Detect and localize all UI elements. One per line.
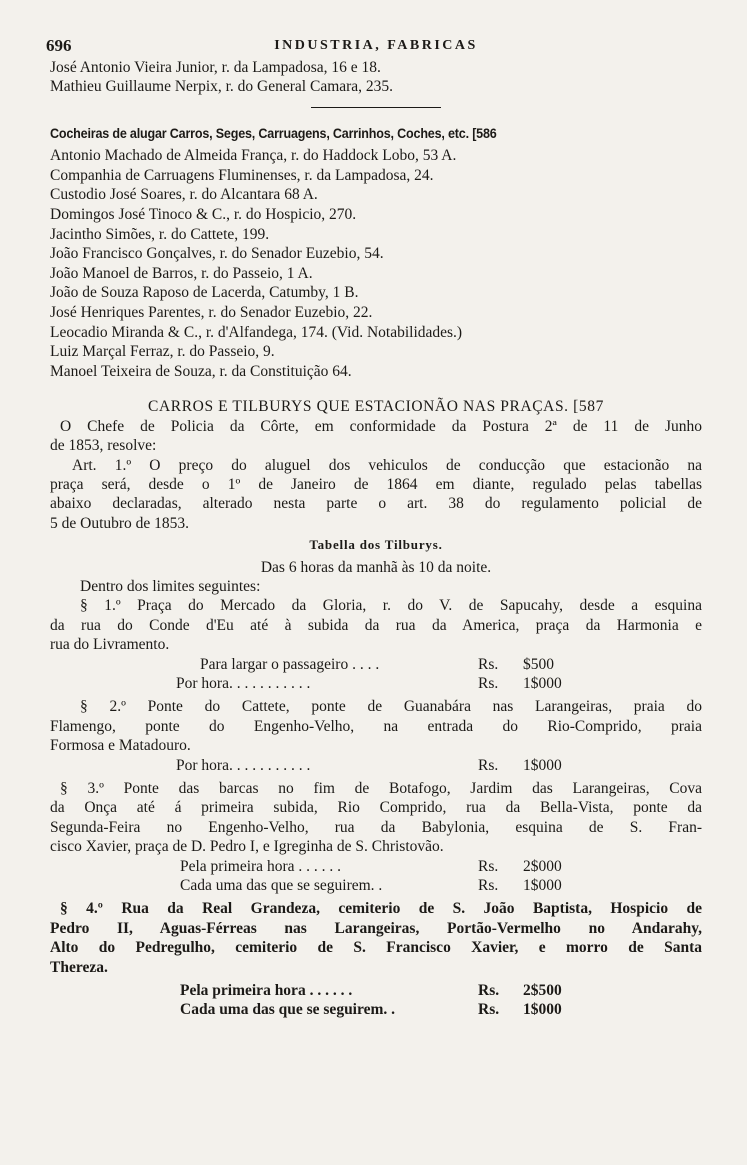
price-label: Por hora. . . . . . . . . . . xyxy=(176,675,311,693)
paragraph-line: § 3.º Ponte das barcas no fim de Botafogo, Jardim das Larangeiras, Cova xyxy=(60,780,702,798)
paragraph-line: § 1.º Praça do Mercado da Gloria, r. do V. de Sapucahy, desde a esquina xyxy=(80,597,702,615)
price-row xyxy=(50,756,702,775)
paragraph-line: abaixo declaradas, alterado nesta parte o art. 38 do regulamento policial de xyxy=(50,495,702,513)
hours-note: Das 6 horas da manhã às 10 da noite. xyxy=(260,558,492,576)
paragraph-line: Pedro II, Aguas-Férreas nas Larangeiras, Portão-Vermelho no Andarahy, xyxy=(50,919,702,937)
list-item: João Manoel de Barros, r. do Passeio, 1 A. xyxy=(50,264,313,282)
list-item: Custodio José Soares, r. do Alcantara 68 A. xyxy=(50,186,318,204)
price-currency: Rs. xyxy=(478,982,500,1000)
paragraph-line: O Chefe de Policia da Côrte, em conformidade da Postura 2ª de 11 de Junho xyxy=(60,417,702,435)
price-amount: 2$500 xyxy=(523,982,562,1000)
paragraph-line: da Onça até á primeira subida, Rio Comprido, rua da Bella-Vista, ponte da xyxy=(50,799,702,817)
table-title: Tabella dos Tilburys. xyxy=(309,537,443,553)
price-label: Pela primeira hora . . . . . . xyxy=(180,857,341,875)
paragraph-line: da rua do Conde d'Eu até à subida da rua da America, praça da Harmonia e xyxy=(50,616,702,634)
paragraph-line: 5 de Outubro de 1853. xyxy=(50,514,190,532)
price-currency: Rs. xyxy=(478,857,499,875)
price-amount: 1$000 xyxy=(523,675,562,693)
paragraph-line: Formosa e Matadouro. xyxy=(50,737,191,755)
price-currency: Rs. xyxy=(478,655,499,673)
price-label: Cada uma das que se seguirem. . xyxy=(180,1001,396,1019)
limits-intro: Dentro dos limites seguintes: xyxy=(80,578,261,595)
price-row xyxy=(50,981,702,1000)
list-item: Domingos José Tinoco & C., r. do Hospicio, 270. xyxy=(50,206,357,223)
paragraph-line: cisco Xavier, praça de D. Pedro I, e Igreginha de S. Christovão. xyxy=(50,838,444,856)
continued-entry: Mathieu Guillaume Nerpix, r. do General Camara, 235. xyxy=(50,78,394,96)
price-currency: Rs. xyxy=(478,1001,500,1019)
paragraph-line: Art. 1.º O preço do aluguel dos vehiculos de conducção que estacionão na xyxy=(72,456,702,474)
price-currency: Rs. xyxy=(478,877,499,895)
list-item: Manoel Teixeira de Souza, r. da Constituição 64. xyxy=(50,362,352,380)
tariff-paragraph-4 xyxy=(50,899,702,977)
list-item: Antonio Machado de Almeida França, r. do Haddock Lobo, 53 A. xyxy=(50,147,457,165)
tariff-paragraph-3 xyxy=(50,779,702,857)
price-label: Pela primeira hora . . . . . . xyxy=(180,982,353,1000)
tariff-paragraph-2 xyxy=(50,697,702,755)
price-amount: 2$000 xyxy=(523,857,562,875)
list-item: Companhia de Carruagens Fluminenses, r. da Lampadosa, 24. xyxy=(50,166,434,184)
continued-entry: José Antonio Vieira Junior, r. da Lampadosa, 16 e 18. xyxy=(50,59,381,76)
paragraph-line: de 1853, resolve: xyxy=(50,437,157,455)
intro-paragraph xyxy=(50,417,702,456)
price-row xyxy=(50,1000,702,1019)
business-list xyxy=(50,146,702,381)
paragraph-line: rua do Livramento. xyxy=(50,636,170,654)
running-title: INDUSTRIA, FABRICAS xyxy=(274,38,478,53)
price-row xyxy=(50,857,702,876)
paragraph-line: Thereza. xyxy=(50,958,108,976)
price-row xyxy=(50,655,702,674)
price-row xyxy=(50,674,702,693)
list-item: José Henriques Parentes, r. do Senador Euzebio, 22. xyxy=(50,303,373,321)
paragraph-line: Alto do Pedregulho, cemiterio de S. Francisco Xavier, e morro de Santa xyxy=(50,939,702,957)
list-item: Luiz Marçal Ferraz, r. do Passeio, 9. xyxy=(50,343,275,361)
price-label: Por hora. . . . . . . . . . . xyxy=(176,756,311,774)
running-head xyxy=(46,36,702,58)
price-row xyxy=(50,876,702,895)
price-label: Para largar o passageiro . . . . xyxy=(200,655,380,673)
section-divider xyxy=(311,107,441,108)
list-item: Jacintho Simões, r. do Cattete, 199. xyxy=(50,225,270,243)
section-heading-586: Cocheiras de alugar Carros, Seges, Carruagens, Carrinhos, Coches, etc. [586 xyxy=(50,125,497,141)
paragraph-line: § 2.º Ponte do Cattete, ponte de Guanabára nas Larangeiras, praia do xyxy=(80,698,702,716)
page-number: 696 xyxy=(46,36,72,55)
price-amount: 1$000 xyxy=(523,756,562,774)
price-label: Cada uma das que se seguirem. . xyxy=(180,877,383,895)
list-item: Leocadio Miranda & C., r. d'Alfandega, 174. (Vid. Notabilidades.) xyxy=(50,323,463,341)
paragraph-line: Flamengo, ponte do Engenho-Velho, na entrada do Rio-Comprido, praia xyxy=(50,717,702,735)
paragraph-line: praça será, desde o 1º de Janeiro de 1864 em diante, regulado pelas tabellas xyxy=(50,475,702,493)
price-amount: 1$000 xyxy=(523,877,562,895)
price-amount: $500 xyxy=(523,655,554,673)
price-currency: Rs. xyxy=(478,756,499,774)
paragraph-line: § 4.º Rua da Real Grandeza, cemiterio de S. João Baptista, Hospicio de xyxy=(60,900,702,918)
page xyxy=(46,36,702,1020)
article-paragraph xyxy=(50,456,702,534)
list-item: João Francisco Gonçalves, r. do Senador Euzebio, 54. xyxy=(50,245,384,263)
tariff-paragraph-1 xyxy=(50,596,702,654)
list-item: João de Souza Raposo de Lacerda, Catumby, 1 B. xyxy=(50,284,359,302)
section-title-587: CARROS E TILBURYS QUE ESTACIONÃO NAS PRAÇAS. [587 xyxy=(148,398,604,416)
price-currency: Rs. xyxy=(478,675,499,693)
price-amount: 1$000 xyxy=(523,1001,562,1019)
paragraph-line: Segunda-Feira no Engenho-Velho, rua da Babylonia, esquina de S. Fran- xyxy=(50,818,702,836)
